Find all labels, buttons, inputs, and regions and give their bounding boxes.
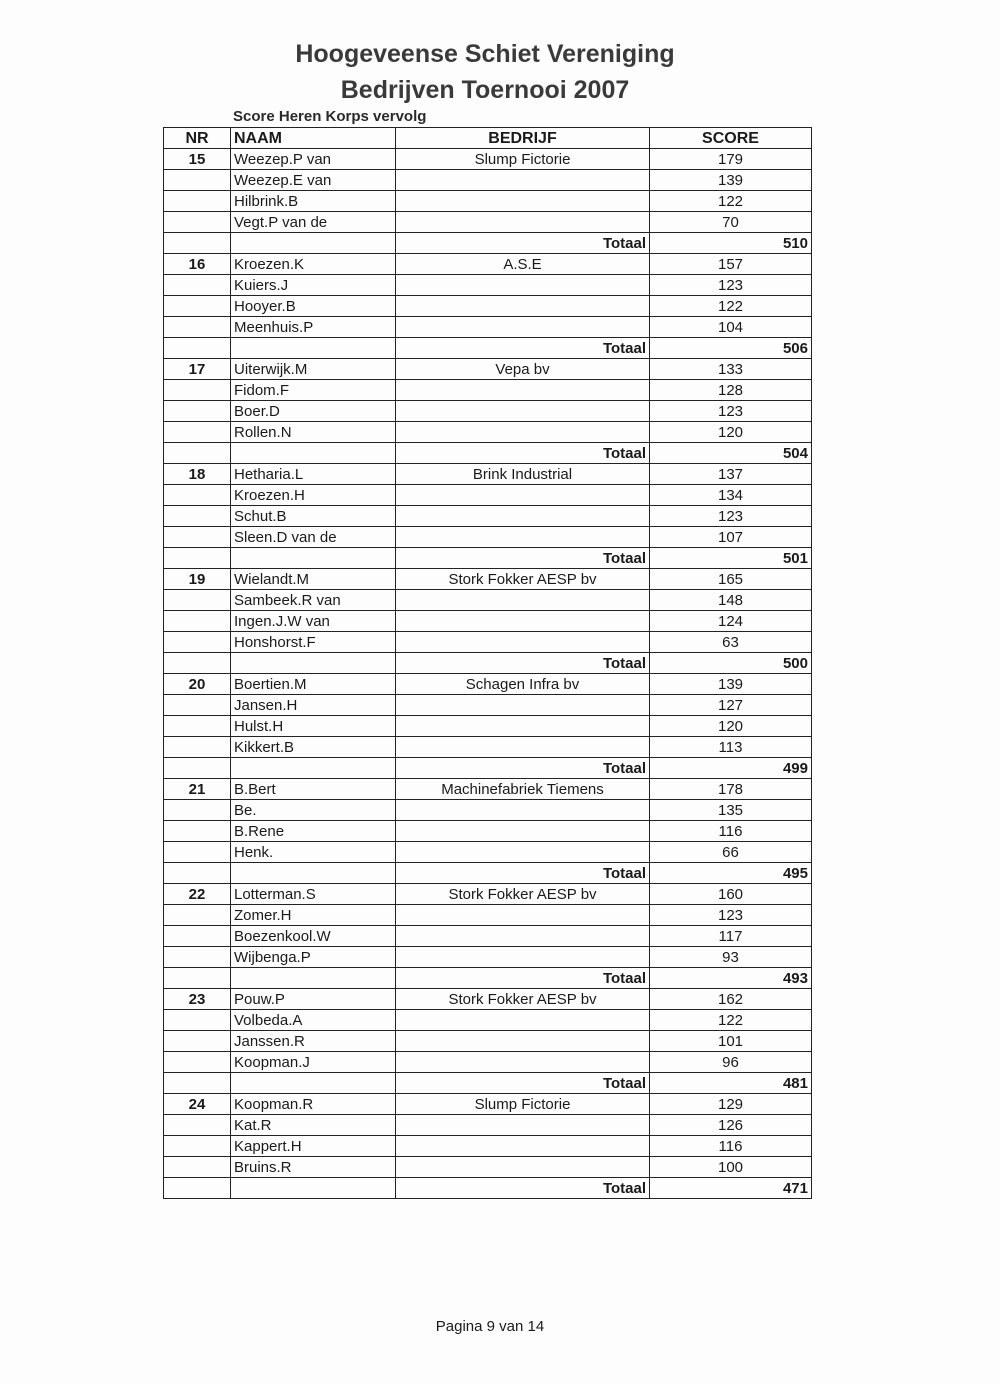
total-value-cell: 495 xyxy=(650,863,812,884)
company-cell: Schagen Infra bv xyxy=(396,674,650,695)
member-name-cell: Ingen.J.W van xyxy=(231,611,396,632)
member-score-cell: 96 xyxy=(650,1052,812,1073)
member-score-cell: 122 xyxy=(650,296,812,317)
company-cell xyxy=(396,485,650,506)
table-row xyxy=(164,296,812,317)
company-cell: Stork Fokker AESP bv xyxy=(396,989,650,1010)
member-score-cell: 123 xyxy=(650,506,812,527)
total-row xyxy=(164,1178,812,1199)
table-row xyxy=(164,569,812,590)
company-cell xyxy=(396,632,650,653)
empty-cell xyxy=(231,548,396,569)
table-row xyxy=(164,800,812,821)
member-name-cell: Hulst.H xyxy=(231,716,396,737)
table-row xyxy=(164,1115,812,1136)
company-cell xyxy=(396,170,650,191)
page-subtitle-year: Bedrijven Toernooi 2007 xyxy=(340,76,630,104)
team-number-cell xyxy=(164,1115,231,1136)
member-score-cell: 104 xyxy=(650,317,812,338)
table-row xyxy=(164,170,812,191)
member-name-cell: Bruins.R xyxy=(231,1157,396,1178)
team-number-cell xyxy=(164,632,231,653)
team-number-cell xyxy=(164,821,231,842)
member-score-cell: 63 xyxy=(650,632,812,653)
company-cell xyxy=(396,821,650,842)
table-row xyxy=(164,695,812,716)
total-value-cell: 493 xyxy=(650,968,812,989)
team-number-cell: 20 xyxy=(164,674,231,695)
company-cell xyxy=(396,800,650,821)
table-row xyxy=(164,1157,812,1178)
total-row xyxy=(164,968,812,989)
company-cell xyxy=(396,422,650,443)
table-row xyxy=(164,422,812,443)
member-name-cell: Boer.D xyxy=(231,401,396,422)
total-value-cell: 501 xyxy=(650,548,812,569)
table-row xyxy=(164,380,812,401)
table-row xyxy=(164,317,812,338)
empty-cell xyxy=(164,1073,231,1094)
team-number-cell xyxy=(164,1031,231,1052)
total-row xyxy=(164,863,812,884)
member-score-cell: 139 xyxy=(650,170,812,191)
company-cell: Stork Fokker AESP bv xyxy=(396,569,650,590)
member-name-cell: Schut.B xyxy=(231,506,396,527)
empty-cell xyxy=(231,1178,396,1199)
company-cell xyxy=(396,716,650,737)
member-name-cell: Weezep.E van xyxy=(231,170,396,191)
member-score-cell: 100 xyxy=(650,1157,812,1178)
company-cell xyxy=(396,1052,650,1073)
member-name-cell: Hilbrink.B xyxy=(231,191,396,212)
company-cell: Stork Fokker AESP bv xyxy=(396,884,650,905)
empty-cell xyxy=(231,338,396,359)
column-header-score: SCORE xyxy=(650,128,812,149)
team-number-cell xyxy=(164,485,231,506)
team-number-cell xyxy=(164,317,231,338)
member-score-cell: 126 xyxy=(650,1115,812,1136)
team-number-cell: 16 xyxy=(164,254,231,275)
company-cell xyxy=(396,296,650,317)
member-name-cell: B.Bert xyxy=(231,779,396,800)
total-value-cell: 471 xyxy=(650,1178,812,1199)
company-cell xyxy=(396,1136,650,1157)
member-score-cell: 135 xyxy=(650,800,812,821)
total-row xyxy=(164,233,812,254)
member-score-cell: 120 xyxy=(650,422,812,443)
team-number-cell xyxy=(164,590,231,611)
empty-cell xyxy=(231,758,396,779)
member-score-cell: 128 xyxy=(650,380,812,401)
company-cell xyxy=(396,737,650,758)
section-subtitle: Score Heren Korps vervolg xyxy=(233,108,427,125)
total-label-cell: Totaal xyxy=(396,758,650,779)
member-name-cell: Meenhuis.P xyxy=(231,317,396,338)
member-name-cell: Janssen.R xyxy=(231,1031,396,1052)
empty-cell xyxy=(231,653,396,674)
team-number-cell xyxy=(164,926,231,947)
company-cell xyxy=(396,926,650,947)
team-number-cell xyxy=(164,1136,231,1157)
member-name-cell: Kikkert.B xyxy=(231,737,396,758)
member-score-cell: 116 xyxy=(650,821,812,842)
member-score-cell: 127 xyxy=(650,695,812,716)
team-number-cell xyxy=(164,296,231,317)
member-score-cell: 122 xyxy=(650,1010,812,1031)
member-name-cell: Sambeek.R van xyxy=(231,590,396,611)
total-row xyxy=(164,1073,812,1094)
member-score-cell: 179 xyxy=(650,149,812,170)
member-score-cell: 93 xyxy=(650,947,812,968)
table-row xyxy=(164,275,812,296)
empty-cell xyxy=(164,338,231,359)
member-name-cell: Weezep.P van xyxy=(231,149,396,170)
empty-cell xyxy=(164,968,231,989)
table-row xyxy=(164,737,812,758)
company-cell: Brink Industrial xyxy=(396,464,650,485)
member-name-cell: Kappert.H xyxy=(231,1136,396,1157)
table-row xyxy=(164,821,812,842)
table-row xyxy=(164,506,812,527)
team-number-cell xyxy=(164,1052,231,1073)
company-cell xyxy=(396,212,650,233)
table-row xyxy=(164,359,812,380)
member-name-cell: Sleen.D van de xyxy=(231,527,396,548)
member-name-cell: Koopman.J xyxy=(231,1052,396,1073)
team-number-cell: 24 xyxy=(164,1094,231,1115)
table-row xyxy=(164,1094,812,1115)
empty-cell xyxy=(164,863,231,884)
company-cell: A.S.E xyxy=(396,254,650,275)
table-row xyxy=(164,527,812,548)
member-name-cell: Fidom.F xyxy=(231,380,396,401)
table-row xyxy=(164,1136,812,1157)
member-name-cell: Jansen.H xyxy=(231,695,396,716)
company-cell xyxy=(396,1115,650,1136)
empty-cell xyxy=(231,233,396,254)
company-cell xyxy=(396,590,650,611)
member-name-cell: Lotterman.S xyxy=(231,884,396,905)
table-header-row xyxy=(164,128,812,149)
team-number-cell: 21 xyxy=(164,779,231,800)
team-number-cell xyxy=(164,506,231,527)
company-cell xyxy=(396,842,650,863)
company-cell xyxy=(396,506,650,527)
empty-cell xyxy=(231,863,396,884)
member-score-cell: 139 xyxy=(650,674,812,695)
member-name-cell: Uiterwijk.M xyxy=(231,359,396,380)
member-score-cell: 160 xyxy=(650,884,812,905)
member-score-cell: 123 xyxy=(650,905,812,926)
column-header-nr: NR xyxy=(164,128,231,149)
total-value-cell: 510 xyxy=(650,233,812,254)
table-row xyxy=(164,926,812,947)
member-score-cell: 116 xyxy=(650,1136,812,1157)
company-cell xyxy=(396,527,650,548)
team-number-cell: 17 xyxy=(164,359,231,380)
table-row xyxy=(164,254,812,275)
table-row xyxy=(164,1052,812,1073)
company-cell: Slump Fictorie xyxy=(396,1094,650,1115)
empty-cell xyxy=(231,443,396,464)
total-label-cell: Totaal xyxy=(396,233,650,254)
table-row xyxy=(164,485,812,506)
empty-cell xyxy=(231,968,396,989)
company-cell xyxy=(396,1010,650,1031)
member-name-cell: Boertien.M xyxy=(231,674,396,695)
team-number-cell: 15 xyxy=(164,149,231,170)
team-number-cell xyxy=(164,1157,231,1178)
empty-cell xyxy=(164,1178,231,1199)
member-name-cell: Zomer.H xyxy=(231,905,396,926)
total-label-cell: Totaal xyxy=(396,968,650,989)
empty-cell xyxy=(164,443,231,464)
total-row xyxy=(164,443,812,464)
member-name-cell: Honshorst.F xyxy=(231,632,396,653)
company-cell: Vepa bv xyxy=(396,359,650,380)
member-name-cell: Kat.R xyxy=(231,1115,396,1136)
empty-cell xyxy=(164,758,231,779)
member-score-cell: 107 xyxy=(650,527,812,548)
empty-cell xyxy=(164,233,231,254)
total-label-cell: Totaal xyxy=(396,338,650,359)
table-row xyxy=(164,590,812,611)
table-row xyxy=(164,149,812,170)
company-cell: Machinefabriek Tiemens xyxy=(396,779,650,800)
member-name-cell: Henk. xyxy=(231,842,396,863)
member-score-cell: 70 xyxy=(650,212,812,233)
company-cell xyxy=(396,401,650,422)
team-number-cell: 23 xyxy=(164,989,231,1010)
table-row xyxy=(164,716,812,737)
member-name-cell: Pouw.P xyxy=(231,989,396,1010)
total-label-cell: Totaal xyxy=(396,548,650,569)
team-number-cell xyxy=(164,212,231,233)
member-score-cell: 101 xyxy=(650,1031,812,1052)
team-number-cell xyxy=(164,422,231,443)
empty-cell xyxy=(231,1073,396,1094)
company-cell xyxy=(396,905,650,926)
team-number-cell xyxy=(164,842,231,863)
member-score-cell: 129 xyxy=(650,1094,812,1115)
team-number-cell xyxy=(164,275,231,296)
team-number-cell xyxy=(164,800,231,821)
member-score-cell: 124 xyxy=(650,611,812,632)
table-row xyxy=(164,674,812,695)
company-cell: Slump Fictorie xyxy=(396,149,650,170)
team-number-cell xyxy=(164,737,231,758)
member-score-cell: 134 xyxy=(650,485,812,506)
total-label-cell: Totaal xyxy=(396,1073,650,1094)
member-name-cell: Hooyer.B xyxy=(231,296,396,317)
member-name-cell: Wijbenga.P xyxy=(231,947,396,968)
total-row xyxy=(164,653,812,674)
member-name-cell: B.Rene xyxy=(231,821,396,842)
team-number-cell xyxy=(164,905,231,926)
member-score-cell: 157 xyxy=(650,254,812,275)
company-cell xyxy=(396,1031,650,1052)
member-name-cell: Be. xyxy=(231,800,396,821)
table-row xyxy=(164,989,812,1010)
member-score-cell: 137 xyxy=(650,464,812,485)
company-cell xyxy=(396,317,650,338)
empty-cell xyxy=(164,548,231,569)
table-row xyxy=(164,779,812,800)
company-cell xyxy=(396,695,650,716)
table-row xyxy=(164,611,812,632)
member-name-cell: Boezenkool.W xyxy=(231,926,396,947)
team-number-cell xyxy=(164,1010,231,1031)
team-number-cell xyxy=(164,716,231,737)
company-cell xyxy=(396,275,650,296)
total-label-cell: Totaal xyxy=(396,443,650,464)
member-score-cell: 122 xyxy=(650,191,812,212)
table-row xyxy=(164,905,812,926)
total-value-cell: 500 xyxy=(650,653,812,674)
column-header-bedrijf: BEDRIJF xyxy=(396,128,650,149)
team-number-cell: 22 xyxy=(164,884,231,905)
member-name-cell: Kroezen.H xyxy=(231,485,396,506)
team-number-cell: 18 xyxy=(164,464,231,485)
member-score-cell: 165 xyxy=(650,569,812,590)
member-name-cell: Koopman.R xyxy=(231,1094,396,1115)
team-number-cell xyxy=(164,191,231,212)
total-label-cell: Totaal xyxy=(396,653,650,674)
member-score-cell: 148 xyxy=(650,590,812,611)
total-label-cell: Totaal xyxy=(396,1178,650,1199)
company-cell xyxy=(396,1157,650,1178)
team-number-cell xyxy=(164,611,231,632)
member-score-cell: 117 xyxy=(650,926,812,947)
page-title: Hoogeveense Schiet Vereniging xyxy=(295,40,675,68)
total-value-cell: 504 xyxy=(650,443,812,464)
total-label-cell: Totaal xyxy=(396,863,650,884)
team-number-cell xyxy=(164,947,231,968)
member-score-cell: 120 xyxy=(650,716,812,737)
team-number-cell xyxy=(164,380,231,401)
team-number-cell xyxy=(164,527,231,548)
member-score-cell: 178 xyxy=(650,779,812,800)
empty-cell xyxy=(164,653,231,674)
company-cell xyxy=(396,380,650,401)
column-header-naam: NAAM xyxy=(231,128,396,149)
score-table xyxy=(163,127,812,1199)
member-score-cell: 66 xyxy=(650,842,812,863)
table-row xyxy=(164,884,812,905)
member-name-cell: Hetharia.L xyxy=(231,464,396,485)
total-value-cell: 499 xyxy=(650,758,812,779)
member-name-cell: Wielandt.M xyxy=(231,569,396,590)
total-value-cell: 481 xyxy=(650,1073,812,1094)
member-name-cell: Volbeda.A xyxy=(231,1010,396,1031)
total-value-cell: 506 xyxy=(650,338,812,359)
company-cell xyxy=(396,191,650,212)
team-number-cell xyxy=(164,170,231,191)
team-number-cell xyxy=(164,695,231,716)
team-number-cell: 19 xyxy=(164,569,231,590)
table-row xyxy=(164,842,812,863)
member-score-cell: 123 xyxy=(650,275,812,296)
member-score-cell: 123 xyxy=(650,401,812,422)
member-name-cell: Rollen.N xyxy=(231,422,396,443)
member-score-cell: 113 xyxy=(650,737,812,758)
table-row xyxy=(164,632,812,653)
total-row xyxy=(164,548,812,569)
total-row xyxy=(164,338,812,359)
team-number-cell xyxy=(164,401,231,422)
member-name-cell: Kroezen.K xyxy=(231,254,396,275)
table-row xyxy=(164,401,812,422)
table-row xyxy=(164,191,812,212)
table-row xyxy=(164,212,812,233)
member-score-cell: 133 xyxy=(650,359,812,380)
member-name-cell: Vegt.P van de xyxy=(231,212,396,233)
total-row xyxy=(164,758,812,779)
table-body xyxy=(164,149,812,1199)
table-row xyxy=(164,1010,812,1031)
company-cell xyxy=(396,947,650,968)
table-row xyxy=(164,947,812,968)
company-cell xyxy=(396,611,650,632)
member-name-cell: Kuiers.J xyxy=(231,275,396,296)
page-number: Pagina 9 van 14 xyxy=(435,1318,545,1335)
table-row xyxy=(164,1031,812,1052)
table-row xyxy=(164,464,812,485)
member-score-cell: 162 xyxy=(650,989,812,1010)
